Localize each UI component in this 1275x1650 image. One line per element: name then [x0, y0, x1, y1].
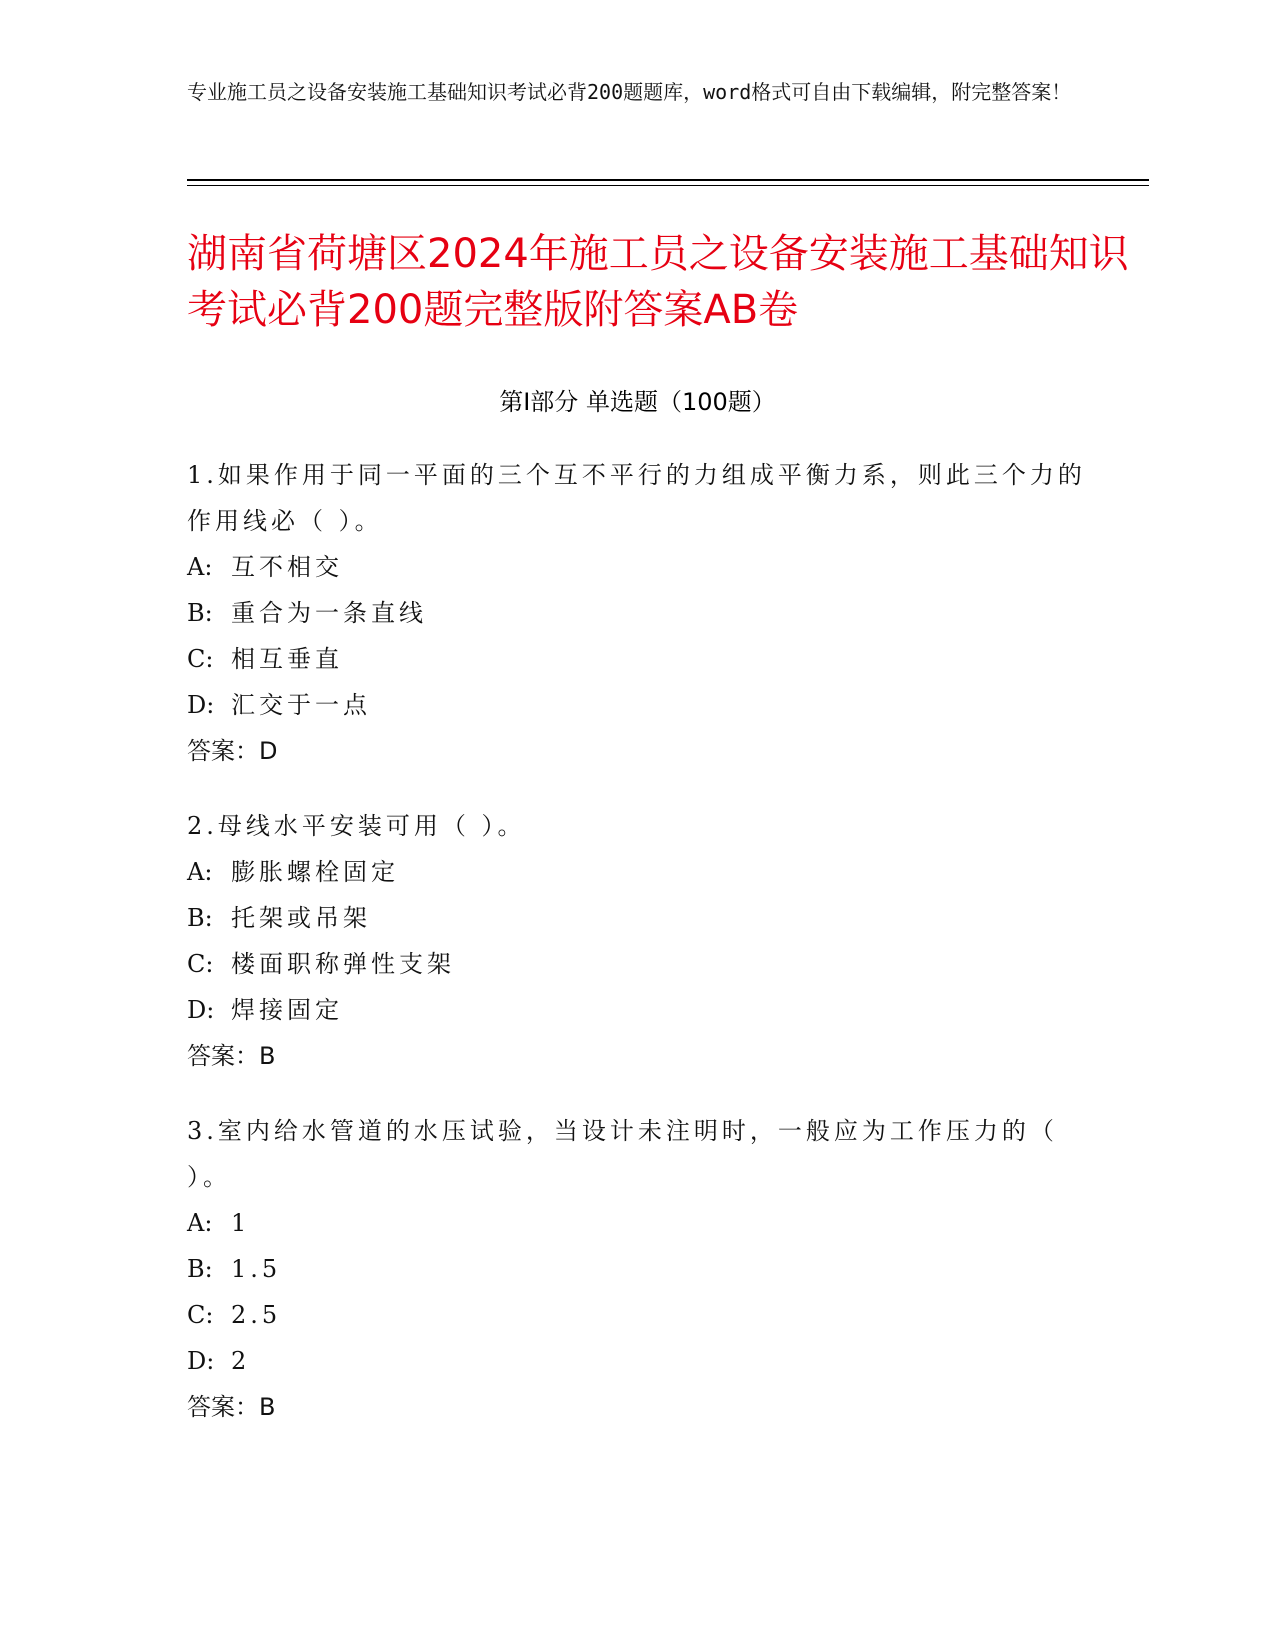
option-text: 相互垂直: [231, 645, 343, 673]
option-b: [187, 895, 1087, 941]
option-letter: C:: [187, 950, 214, 978]
option-d: [187, 987, 1087, 1033]
option-text: 1.5: [231, 1255, 282, 1283]
option-letter: B:: [187, 904, 213, 932]
option-letter: D:: [187, 691, 215, 719]
option-letter: C:: [187, 645, 214, 673]
option-text: 焊接固定: [231, 996, 343, 1024]
option-b: [187, 1246, 1087, 1292]
option-a: [187, 1200, 1087, 1246]
answer: 答案：B: [187, 1393, 276, 1421]
option-a: [187, 544, 1087, 590]
question-text: 3.室内给水管道的水压试验，当设计未注明时，一般应为工作压力的（ ）。: [187, 1117, 1058, 1191]
header-rule-thick: [187, 179, 1149, 181]
option-c: [187, 636, 1087, 682]
question-text: 2.母线水平安装可用（ ）。: [187, 812, 526, 840]
option-d: [187, 682, 1087, 728]
option-text: 1: [231, 1209, 251, 1237]
option-letter: D:: [187, 1347, 215, 1375]
option-letter: D:: [187, 996, 215, 1024]
option-letter: C:: [187, 1301, 214, 1329]
option-letter: B:: [187, 1255, 213, 1283]
document-title: 湖南省荷塘区2024年施工员之设备安装施工基础知识考试必背200题完整版附答案AB卷: [187, 231, 1129, 333]
question-1: [187, 452, 1087, 774]
option-a: [187, 849, 1087, 895]
option-letter: A:: [187, 1209, 213, 1237]
option-letter: A:: [187, 858, 213, 886]
option-letter: A:: [187, 553, 213, 581]
section-heading: 第Ⅰ部分 单选题（100题）: [499, 388, 776, 416]
header-note: 专业施工员之设备安装施工基础知识考试必背200题题库，word格式可自由下载编辑，附完整答案！: [187, 80, 1072, 104]
option-text: 汇交于一点: [231, 691, 371, 719]
answer: 答案：B: [187, 1042, 276, 1070]
option-d: [187, 1338, 1087, 1384]
option-text: 2.5: [231, 1301, 282, 1329]
option-text: 互不相交: [231, 553, 343, 581]
option-text: 楼面职称弹性支架: [231, 950, 455, 978]
question-2: [187, 803, 1087, 1079]
option-c: [187, 941, 1087, 987]
option-b: [187, 590, 1087, 636]
option-text: 2: [231, 1347, 251, 1375]
option-text: 重合为一条直线: [231, 599, 427, 627]
answer: 答案：D: [187, 737, 278, 765]
question-3: [187, 1108, 1087, 1430]
option-text: 膨胀螺栓固定: [231, 858, 399, 886]
option-text: 托架或吊架: [231, 904, 371, 932]
question-text: 1.如果作用于同一平面的三个互不平行的力组成平衡力系，则此三个力的作用线必（ ）。: [187, 461, 1086, 535]
option-letter: B:: [187, 599, 213, 627]
header-rule-thin: [187, 185, 1149, 186]
option-c: [187, 1292, 1087, 1338]
